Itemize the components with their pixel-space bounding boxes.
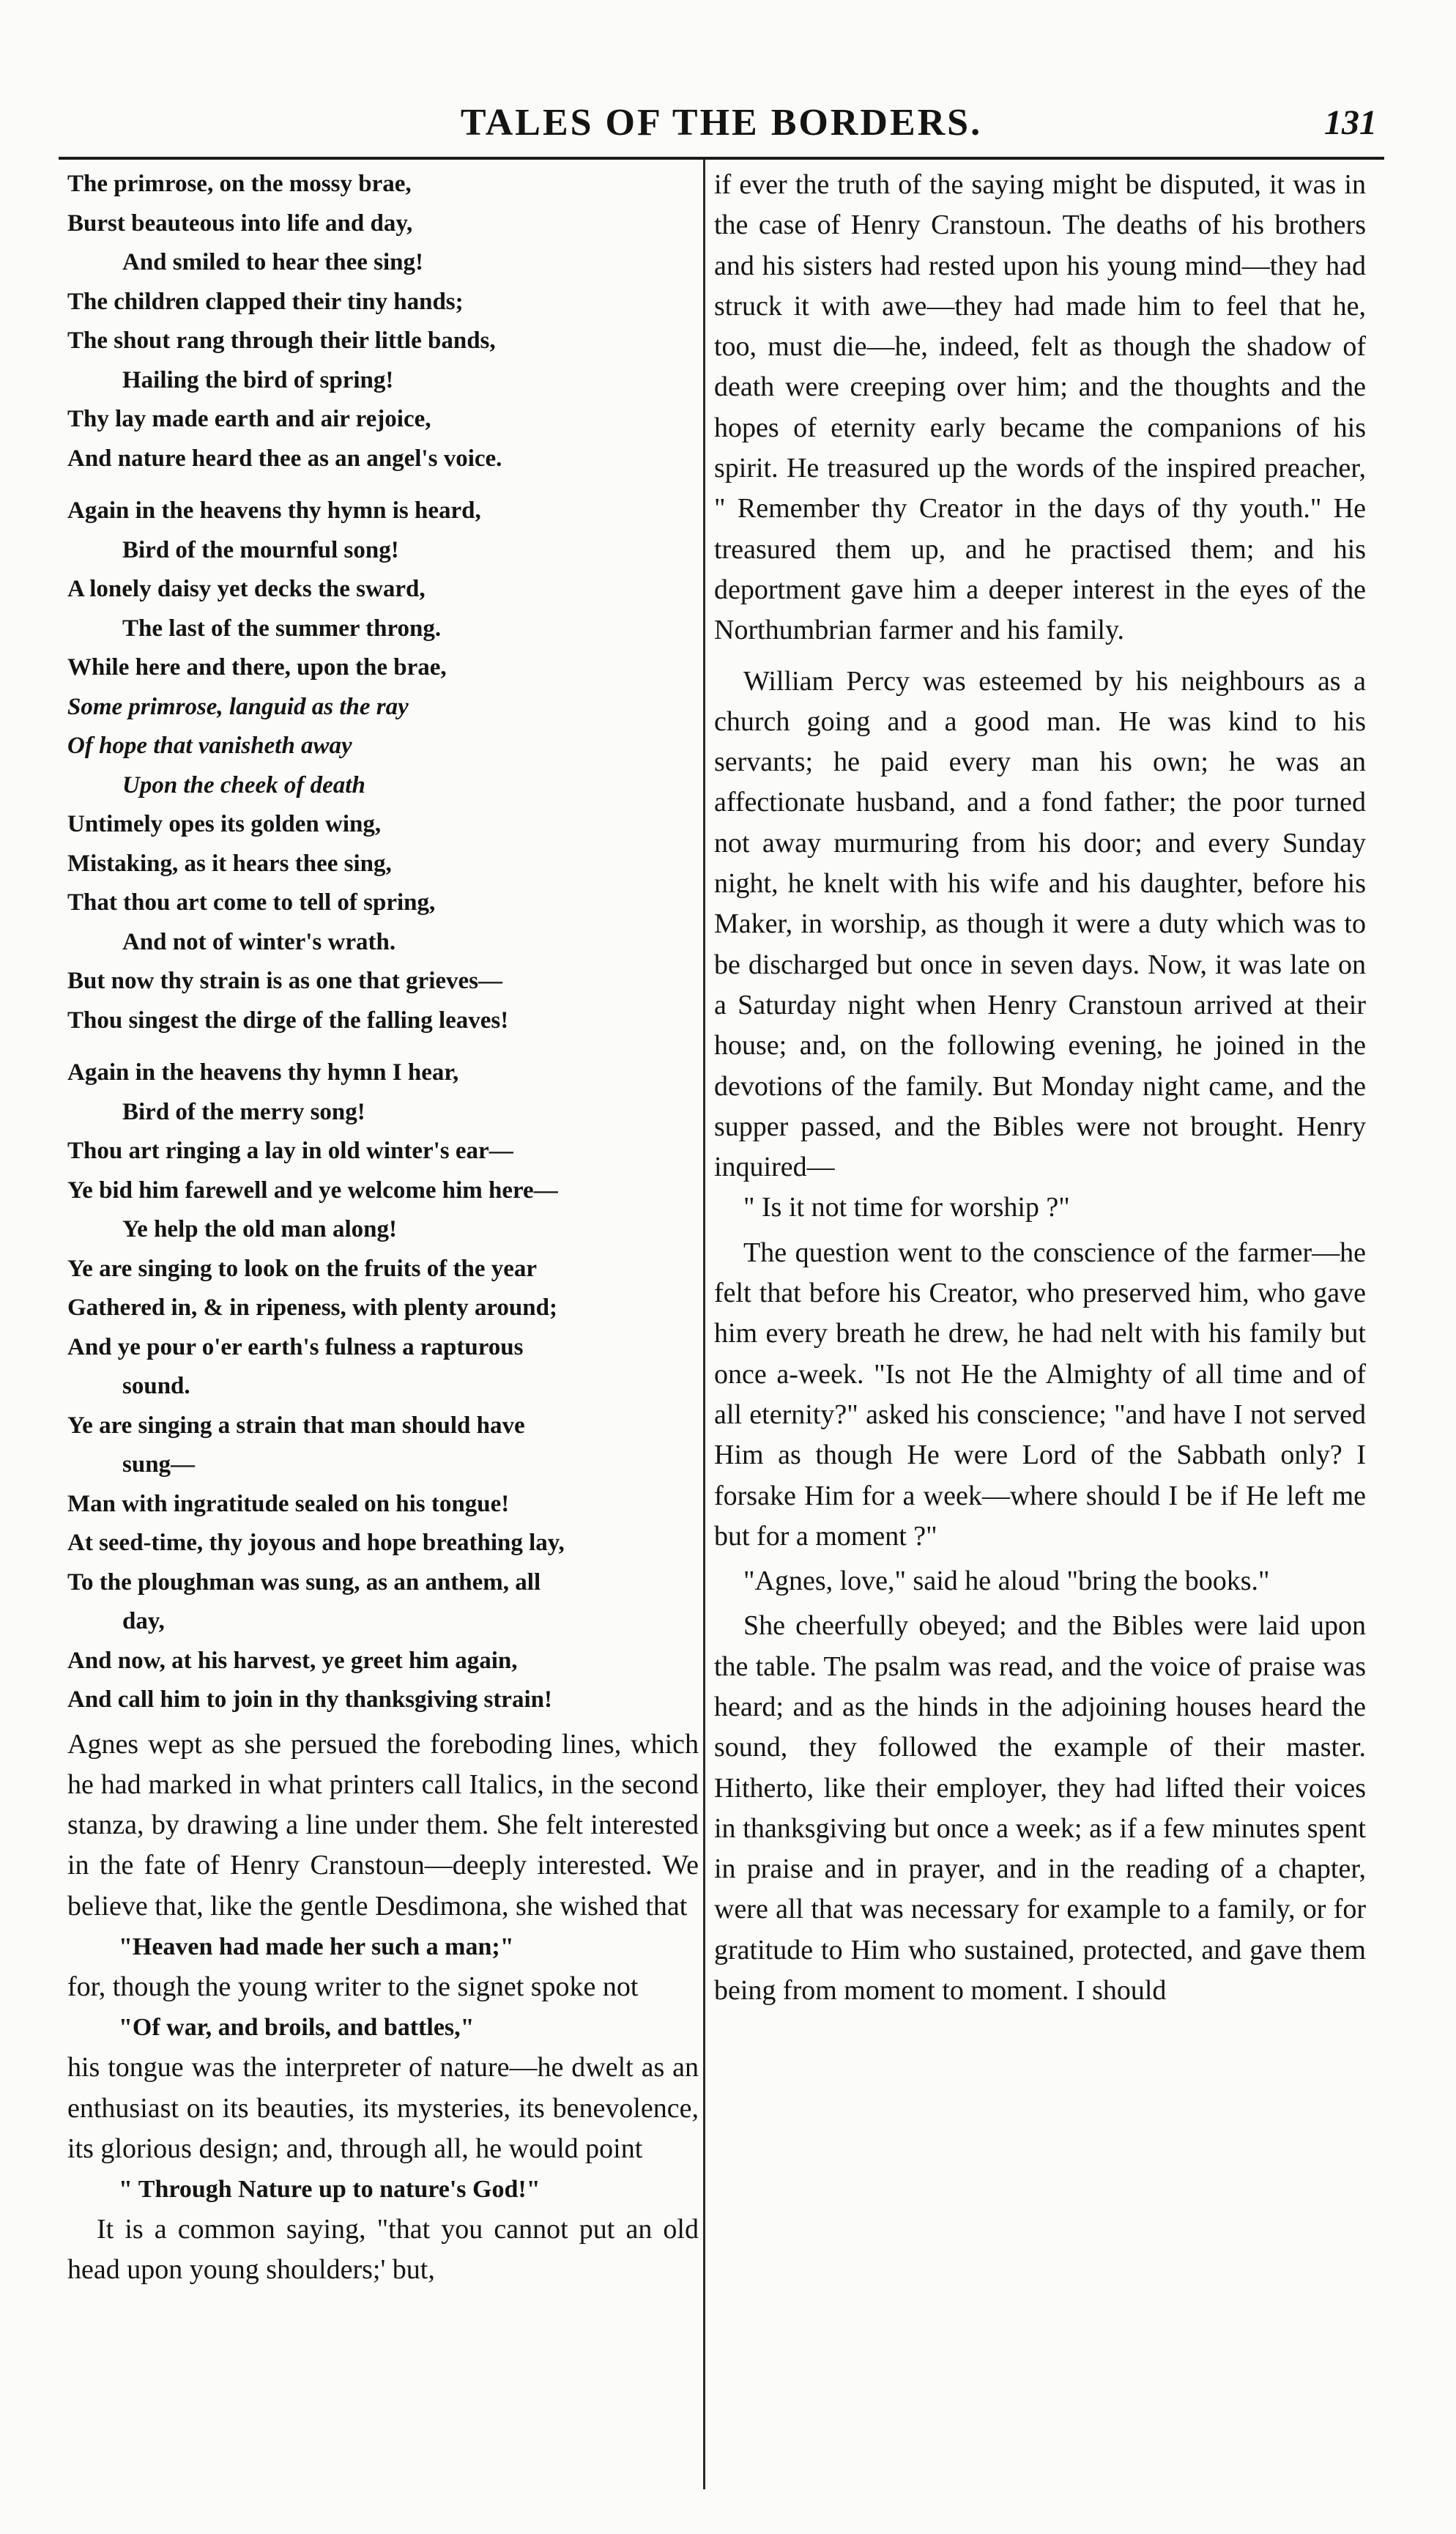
poem-line: Hailing the bird of spring!: [122, 366, 394, 393]
poem-line: And nature heard thee as an angel's voice.: [67, 445, 502, 472]
poem-line: And smiled to hear thee sing!: [122, 249, 423, 275]
block-quote: "Heaven had made her such a man;": [119, 1933, 514, 1960]
paragraph: for, though the young writer to the signet spoke not: [67, 1971, 639, 2002]
poem-line: But now thy strain is as one that grieves—: [67, 968, 503, 994]
poem-line: The primrose, on the mossy brae,: [67, 171, 412, 197]
poem-line: Thou singest the dirge of the falling leaves!: [67, 1007, 509, 1034]
left-column: [67, 165, 699, 2291]
page-header: [59, 95, 1384, 154]
block-quote: " Through Nature up to nature's God!": [119, 2176, 541, 2204]
poem-line: Burst beauteous into life and day,: [67, 210, 413, 237]
poem-line: While here and there, upon the brae,: [67, 654, 447, 681]
poem-line: The children clapped their tiny hands;: [67, 288, 464, 315]
poem-line: Mistaking, as it hears thee sing,: [67, 850, 392, 877]
poem-line-italic: Of hope that vanisheth away: [67, 733, 352, 759]
poem-line: Thou art ringing a lay in old winter's ear—: [67, 1138, 513, 1164]
poem: [67, 165, 699, 1720]
paragraph: his tongue was the interpreter of nature—he dwelt as an enthusiast on its beauties, its mysteries, its benevolence, its glorious design; and, through all, he would point: [67, 2052, 699, 2164]
poem-line-italic: Upon the cheek of death: [122, 771, 365, 799]
paragraph: if ever the truth of the saying might be disputed, it was in the case of Henry Cranstoun. The deaths of his brothers and his sisters had rested upon his young mind—they had struck it with awe—they had made him to feel that he, too, must die—he, indeed, felt as though the shadow of death were creeping over him; and the thoughts and the hopes of eternity early became the companions of his spirit. He treasured up the words of the inspired preacher, " Remember thy Creator in the days of thy youth." He treasured them up, and he practised them; and his deportment gave him a deeper interest in the eyes of the Northumbrian farmer and his family.: [714, 169, 1366, 646]
right-column: [714, 165, 1366, 2011]
poem-line: And call him to join in thy thanksgiving strain!: [67, 1686, 552, 1713]
paragraph: She cheerfully obeyed; and the Bibles were laid upon the table. The psalm was read, and the voice of praise was heard; and as the hinds in the adjoining houses heard the sound, they followed the example of their master. Hitherto, like their employer, they had lifted their voices in thanksgiving but once a week; as if a few minutes spent in praise and in prayer, and in the reading of a chapter, were all that was necessary for example to a family, or for gratitude to Him who sustained, protected, and gave them being from moment to moment. I should: [714, 1610, 1366, 2007]
poem-line: Gathered in, & in ripeness, with plenty around;: [67, 1294, 557, 1321]
paragraph: William Percy was esteemed by his neighbours as a church going and a good man. He was kind to his servants; he paid every man his own; he was an affectionate husband, and a fond father; the poor turned not away murmuring from his door; and every Sunday night, he knelt with his wife and his daughter, before his Maker, in worship, as though it were a duty which was to be discharged but once in seven days. Now, it was late on a Saturday night when Henry Cranstoun arrived at their house; and, on the following evening, he joined in the devotions of the family. But Monday night came, and the supper passed, and the Bibles were not brought. Henry inquired—: [714, 665, 1366, 1183]
paragraph: The question went to the conscience of the farmer—he felt that before his Creator, who preserved him, who gave him every breath he drew, he had nelt with his family but once a-week. "Is not He the Almighty of all time and of all eternity?" asked his conscience; "and have I not served Him as though He were Lord of the Sabbath only? I forsake Him for a week—where should I be if He left me but for a moment ?": [714, 1237, 1366, 1552]
paragraph: Agnes wept as she persued the foreboding lines, which he had marked in what printers call Italics, in the second stanza, by drawing a line under them. She felt interested in the fate of Henry Cranstoun—deeply interested. We believe that, like the gentle Desdimona, she wished that: [67, 1728, 699, 1922]
poem-line: And now, at his harvest, ye greet him again,: [67, 1647, 518, 1674]
poem-line: Again in the heavens thy hymn is heard,: [67, 497, 481, 524]
poem-line: The shout rang through their little bands,: [67, 327, 496, 354]
poem-line: To the ploughman was sung, as an anthem, all: [67, 1568, 541, 1596]
poem-line-italic: Some primrose, languid as the ray: [67, 693, 409, 720]
poem-line: sung—: [122, 1451, 196, 1478]
poem-line: The last of the summer throng.: [122, 615, 442, 642]
poem-line: Ye bid him farewell and ye welcome him here—: [67, 1177, 558, 1204]
poem-line: Ye help the old man along!: [122, 1216, 397, 1242]
poem-line: sound.: [122, 1373, 190, 1399]
running-title: TALES OF THE BORDERS.: [460, 102, 983, 144]
header-rule: [59, 157, 1384, 160]
paragraph: It is a common saying, "that you cannot put an old head upon young shoulders;' but,: [67, 2214, 699, 2286]
poem-line: That thou art come to tell of spring,: [67, 889, 436, 916]
paragraph: " Is it not time for worship ?": [743, 1192, 1070, 1223]
poem-stanza-3: [67, 1053, 699, 1720]
poem-line: Man with ingratitude sealed on his tongue!: [67, 1490, 510, 1517]
column-divider: [703, 160, 705, 2489]
poem-line: And ye pour o'er earth's fulness a rapturous: [67, 1333, 524, 1360]
page-number: 131: [1324, 103, 1377, 142]
poem-line: And not of winter's wrath.: [122, 928, 396, 955]
poem-line: Ye are singing a strain that man should have: [67, 1412, 525, 1439]
poem-line: Again in the heavens thy hymn I hear,: [67, 1059, 459, 1086]
poem-line: day,: [122, 1608, 165, 1634]
paragraph: "Agnes, love," said he aloud "bring the books.": [743, 1566, 1270, 1597]
poem-line: At seed-time, thy joyous and hope breathing lay,: [67, 1530, 565, 1556]
poem-stanza-2: [67, 492, 699, 1040]
poem-line: Untimely opes its golden wing,: [67, 811, 382, 837]
poem-stanza-1: [67, 165, 699, 478]
block-quote: "Of war, and broils, and battles,": [119, 2014, 475, 2042]
poem-line: Bird of the mournful song!: [122, 536, 399, 563]
poem-line: Bird of the merry song!: [122, 1098, 365, 1125]
poem-line: Thy lay made earth and air rejoice,: [67, 406, 431, 432]
poem-line: A lonely daisy yet decks the sward,: [67, 576, 426, 602]
poem-line: Ye are singing to look on the fruits of the year: [67, 1255, 538, 1282]
